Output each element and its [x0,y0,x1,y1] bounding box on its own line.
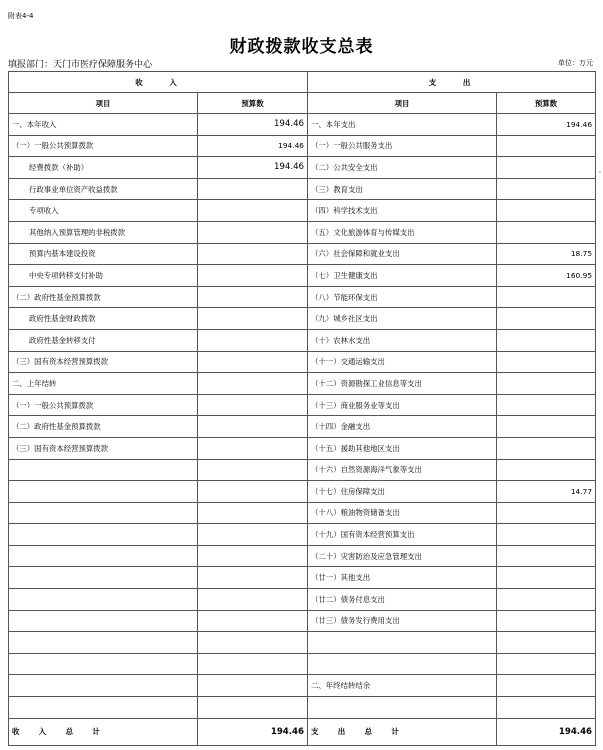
expense-budget-cell [497,524,596,546]
table-row [9,545,596,567]
income-item-cell: 政府性基金财政拨款 [9,308,198,330]
table-row [9,178,596,200]
table-row [9,610,596,632]
expense-item-cell: （廿一）其他支出 [308,567,497,589]
expense-item-cell: （廿二）债务付息支出 [308,589,497,611]
table-row [9,114,596,136]
expense-item-cell: （四）科学技术支出 [308,200,497,222]
table-row [9,200,596,222]
section-header-row [9,72,596,93]
income-budget-cell [198,243,308,265]
expense-item-cell: （二）公共安全支出 [308,157,497,179]
income-item-cell: 专项收入 [9,200,198,222]
income-item-cell [9,697,198,719]
income-section-header: 收 入 [9,72,308,93]
table-row [9,502,596,524]
column-header-item: 项目 [9,93,198,114]
expense-budget-cell [497,610,596,632]
expense-item-cell: （六）社会保障和就业支出 [308,243,497,265]
income-budget-cell [198,416,308,438]
page-title: 财政拨款收支总表 [229,37,374,57]
income-item-cell: 经费拨款（补助） [9,157,198,179]
expense-budget-cell [497,502,596,524]
income-budget-cell [198,373,308,395]
income-budget-cell [198,329,308,351]
edge-mark: ' [599,170,601,178]
income-budget-cell [198,524,308,546]
income-item-cell [9,502,198,524]
column-header-budget: 预算数 [198,93,308,114]
table-row [9,653,596,675]
income-budget-cell: 194.46 [198,135,308,157]
expense-budget-cell [497,200,596,222]
income-budget-cell: 194.46 [198,114,308,136]
fiscal-summary-table [8,71,596,746]
income-budget-cell [198,178,308,200]
expense-total-value: 194.46 [497,718,596,745]
income-budget-cell [198,481,308,503]
expense-item-cell [308,632,497,654]
income-item-cell: 预算内基本建设投资 [9,243,198,265]
income-total-value: 194.46 [198,718,308,745]
expense-budget-cell [497,135,596,157]
table-row [9,524,596,546]
expense-item-cell: （十一）交通运输支出 [308,351,497,373]
expense-budget-cell [497,394,596,416]
expense-item-cell: 一、本年支出 [308,114,497,136]
income-budget-cell [198,545,308,567]
table-row [9,286,596,308]
expense-item-cell [308,697,497,719]
table-row [9,351,596,373]
expense-item-cell: （一）一般公共服务支出 [308,135,497,157]
expense-item-cell: （十四）金融支出 [308,416,497,438]
table-row [9,157,596,179]
table-row [9,394,596,416]
expense-budget-cell [497,416,596,438]
income-item-cell [9,632,198,654]
income-item-cell [9,675,198,697]
expense-budget-cell [497,589,596,611]
expense-item-cell: （十九）国有资本经营预算支出 [308,524,497,546]
expense-item-cell: 二、年终结转结余 [308,675,497,697]
reporting-department: 填报部门：天门市医疗保障服务中心 [8,60,153,70]
income-budget-cell [198,697,308,719]
expense-budget-cell [497,437,596,459]
expense-budget-cell [497,675,596,697]
expense-budget-cell [497,459,596,481]
table-row [9,416,596,438]
expense-item-cell: （九）城乡社区支出 [308,308,497,330]
expense-budget-cell: 194.46 [497,114,596,136]
table-row [9,221,596,243]
expense-item-cell: （十七）住房保障支出 [308,481,497,503]
expense-item-cell: （廿三）债务发行费用支出 [308,610,497,632]
table-row [9,675,596,697]
income-budget-cell [198,200,308,222]
income-budget-cell [198,589,308,611]
income-item-cell: （一）一般公共预算拨款 [9,135,198,157]
column-header-item: 项目 [308,93,497,114]
expense-budget-cell: 160.95 [497,265,596,287]
income-item-cell: 中央专项转移支付补助 [9,265,198,287]
income-item-cell [9,589,198,611]
table-row [9,243,596,265]
expense-budget-cell [497,308,596,330]
expense-item-cell: （七）卫生健康支出 [308,265,497,287]
income-total-label: 收 入 总 计 [9,718,198,745]
income-budget-cell [198,675,308,697]
income-item-cell: （二）政府性基金预算拨款 [9,416,198,438]
expense-budget-cell [497,157,596,179]
table-row [9,697,596,719]
expense-item-cell: （三）教育支出 [308,178,497,200]
expense-budget-cell [497,632,596,654]
expense-budget-cell [497,178,596,200]
table-row [9,589,596,611]
income-budget-cell [198,567,308,589]
income-item-cell [9,459,198,481]
expense-budget-cell [497,697,596,719]
table-row [9,308,596,330]
expense-item-cell: （十五）援助其他地区支出 [308,437,497,459]
income-budget-cell [198,632,308,654]
table-row [9,135,596,157]
column-header-row [9,93,596,114]
expense-budget-cell [497,545,596,567]
income-budget-cell [198,502,308,524]
expense-item-cell: （五）文化旅游体育与传媒支出 [308,221,497,243]
income-item-cell: 二、上年结转 [9,373,198,395]
expense-budget-cell [497,286,596,308]
income-item-cell: 其他纳入预算管理的非税拨款 [9,221,198,243]
expense-budget-cell [497,373,596,395]
income-budget-cell [198,459,308,481]
income-item-cell: （三）国有资本经营预算拨款 [9,437,198,459]
table-row [9,481,596,503]
table-row [9,373,596,395]
income-item-cell [9,524,198,546]
expense-item-cell: （二十）灾害防治及应急管理支出 [308,545,497,567]
income-item-cell: （三）国有资本经营预算拨款 [9,351,198,373]
income-item-cell [9,481,198,503]
expense-item-cell: （十三）商业服务业等支出 [308,394,497,416]
table-row [9,265,596,287]
column-header-budget: 预算数 [497,93,596,114]
table-row [9,329,596,351]
expense-item-cell: （十六）自然资源海洋气象等支出 [308,459,497,481]
expense-budget-cell [497,351,596,373]
income-item-cell [9,653,198,675]
income-item-cell [9,610,198,632]
expense-budget-cell: 14.77 [497,481,596,503]
income-budget-cell [198,265,308,287]
income-budget-cell [198,308,308,330]
table-row [9,459,596,481]
expense-item-cell: （十二）资源勘探工业信息等支出 [308,373,497,395]
income-budget-cell [198,221,308,243]
expense-budget-cell [497,567,596,589]
income-item-cell [9,567,198,589]
expense-section-header: 支 出 [308,72,596,93]
income-budget-cell [198,286,308,308]
expense-item-cell: （十八）粮油物资储备支出 [308,502,497,524]
attachment-label: 附表4-4 [8,12,34,20]
table-row [9,437,596,459]
table-row [9,567,596,589]
expense-item-cell: （八）节能环保支出 [308,286,497,308]
totals-row [9,718,596,745]
expense-budget-cell [497,653,596,675]
income-item-cell: （一）一般公共预算拨款 [9,394,198,416]
income-item-cell: （二）政府性基金预算拨款 [9,286,198,308]
income-budget-cell [198,351,308,373]
table-row [9,632,596,654]
income-budget-cell: 194.46 [198,157,308,179]
income-budget-cell [198,653,308,675]
expense-budget-cell: 18.75 [497,243,596,265]
expense-item-cell: （十）农林水支出 [308,329,497,351]
unit-label: 单位：万元 [558,59,593,67]
income-budget-cell [198,610,308,632]
income-budget-cell [198,394,308,416]
income-item-cell: 行政事业单位资产收益拨款 [9,178,198,200]
income-item-cell: 政府性基金转移支付 [9,329,198,351]
income-item-cell [9,545,198,567]
income-budget-cell [198,437,308,459]
income-item-cell: 一、本年收入 [9,114,198,136]
expense-item-cell [308,653,497,675]
expense-budget-cell [497,329,596,351]
expense-total-label: 支 出 总 计 [308,718,497,745]
expense-budget-cell [497,221,596,243]
